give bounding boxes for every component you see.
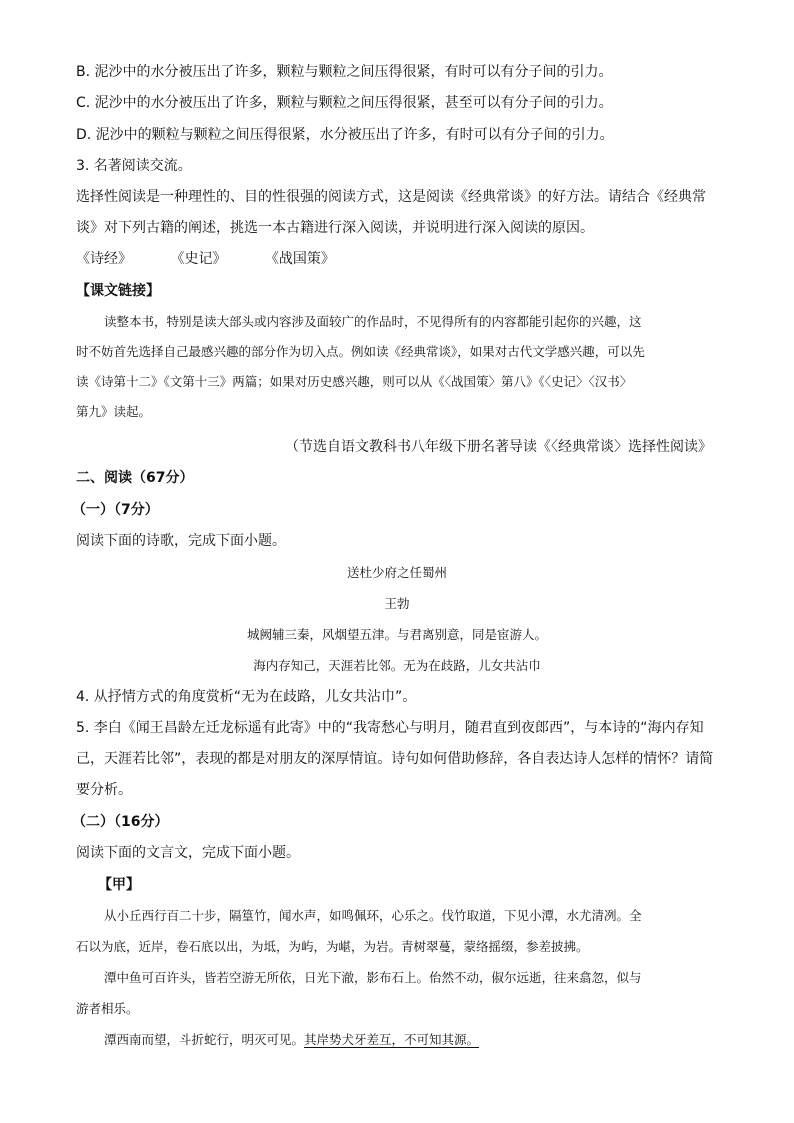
- classical-text-instruction: 阅读下面的文言文，完成下面小题。: [76, 845, 300, 861]
- passage-line: 从小丘西行百二十步，隔篁竹，闻水声，如鸣佩环，心乐之。伐竹取道，下见小潭，水尤清冽。全: [104, 908, 642, 923]
- classic-works-list: [76, 249, 369, 269]
- passage-line: 潭中鱼可百许头，皆若空游无所依，日光下澈，影布石上。佁然不动，俶尔远逝，往来翕忽，似与: [104, 970, 642, 985]
- question-3-title: 3. 名著阅读交流。: [76, 158, 192, 174]
- work-shijing: 《诗经》: [76, 251, 132, 267]
- poem-title: 送杜少府之任蜀州: [346, 565, 447, 580]
- passage-underlined-sentence: 其岸势犬牙差互，不可知其源。: [304, 1032, 480, 1047]
- poem-line-2: 海内存知己，天涯若比邻。无为在歧路，儿女共沾巾: [253, 658, 541, 673]
- passage-line: [104, 1030, 479, 1050]
- question-5-line: 己，天涯若比邻”，表现的都是对朋友的深厚情谊。诗句如何借助修辞，各自表达诗人怎样的情怀？请简: [76, 751, 714, 767]
- text-link-line: 读《诗第十二》《文第十三》两篇；如果对历史感兴趣，则可以从《〈战国策〉第八》《〈史记〉〈汉书〉: [76, 374, 633, 389]
- section-2-title: 二、阅读（67分）: [76, 470, 194, 486]
- option-d: D. 泥沙中的颗粒与颗粒之间压得很紧，水分被压出了许多，有时可以有分子间的引力。: [76, 127, 614, 143]
- part-1-heading: （一）（7分）: [72, 502, 159, 518]
- poem-instruction: 阅读下面的诗歌，完成下面小题。: [76, 533, 286, 549]
- passage-line: 石以为底，近岸，卷石底以出，为坻，为屿，为嵁，为岩。青树翠蔓，蒙络摇缀，参差披拂。: [76, 939, 589, 954]
- text-link-line: 第九》读起。: [76, 404, 152, 419]
- text-link-heading: 【课文链接】: [76, 283, 160, 299]
- question-5-line: 5. 李白《闻王昌龄左迁龙标遥有此寄》中的“我寄愁心与明月，随君直到夜郎西”，与本诗的“海内存知: [76, 720, 704, 736]
- passage-line: 游者相乐。: [76, 1001, 139, 1016]
- passage-jia-label: 【甲】: [98, 877, 140, 893]
- option-b: B. 泥沙中的水分被压出了许多，颗粒与颗粒之间压得很紧，有时可以有分子间的引力。: [76, 64, 613, 80]
- passage-plain-text: 潭西南而望，斗折蛇行，明灭可见。: [104, 1032, 305, 1047]
- poem-line-1: 城阙辅三秦，风烟望五津。与君离别意，同是宦游人。: [246, 627, 547, 642]
- work-zhanguoce: 《战国策》: [264, 251, 335, 267]
- question-5-line: 要分析。: [76, 782, 132, 798]
- part-2-heading: （二）（16分）: [72, 814, 169, 830]
- question-4: 4. 从抒情方式的角度赏析“无为在歧路，儿女共沾巾”。: [76, 689, 417, 705]
- option-c: C. 泥沙中的水分被压出了许多，颗粒与颗粒之间压得很紧，甚至可以有分子间的引力。: [76, 95, 613, 111]
- text-link-line: 时不妨首先选择自己最感兴趣的部分作为切入点。例如读《经典常谈》，如果对古代文学感兴趣，可以先: [76, 344, 645, 359]
- poem-author: 王勃: [384, 596, 410, 611]
- question-3-paragraph-line: 谈》对下列古籍的阐述，挑选一本古籍进行深入阅读，并说明进行深入阅读的原因。: [76, 220, 594, 236]
- question-3-paragraph-line: 选择性阅读是一种理性的、目的性很强的阅读方式，这是阅读《经典常谈》的好方法。请结合《经典常: [76, 189, 706, 205]
- text-link-source: （节选自语文教科书八年级下册名著导读《〈经典常谈〉选择性阅读》: [285, 439, 712, 455]
- work-shiji: 《史记》: [170, 251, 227, 267]
- text-link-line: 读整本书，特别是读大部头或内容涉及面较广的作品时，不见得所有的内容都能引起你的兴趣，这: [104, 314, 642, 329]
